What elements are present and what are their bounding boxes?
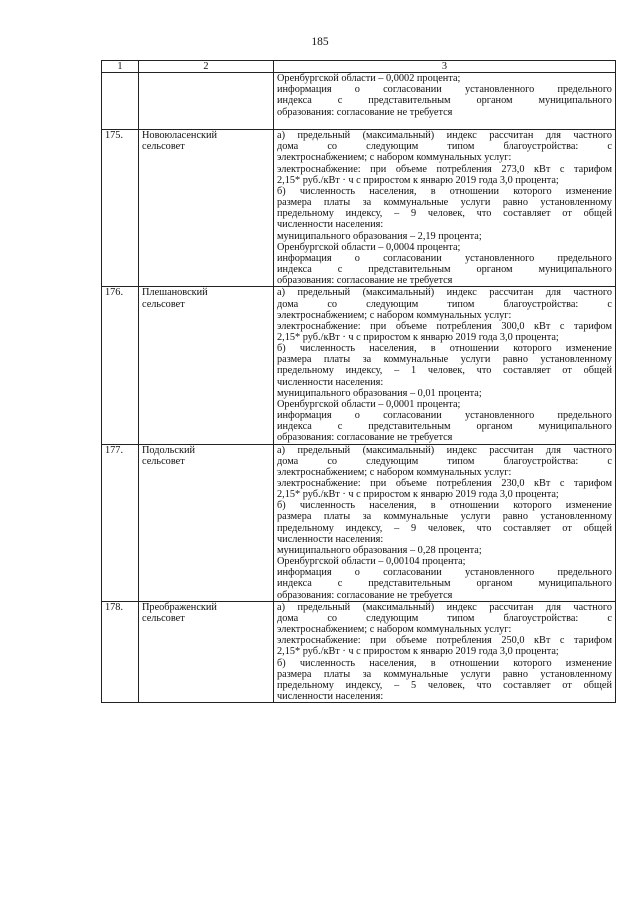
text-line: электроснабжением; с набором коммунальных услуг: bbox=[277, 466, 512, 478]
word: представительным bbox=[368, 264, 451, 276]
row-name-cell bbox=[139, 287, 274, 444]
text-line: электроснабжение: при объеме потребления 230,0 кВт с тарифом bbox=[277, 478, 612, 489]
word: представительным bbox=[368, 421, 451, 433]
word: типом bbox=[447, 141, 475, 153]
text-line: электроснабжением; с набором коммунальных услуг: bbox=[277, 624, 512, 636]
page-number: 185 bbox=[311, 36, 329, 48]
text-line: предельному индексу, – 5 человек, что составляет от общей bbox=[277, 679, 612, 691]
word: информация bbox=[277, 84, 332, 96]
table-row bbox=[102, 444, 616, 601]
text-line: численности населения: bbox=[277, 376, 384, 388]
word: индекса bbox=[277, 421, 312, 433]
word: представительным bbox=[368, 578, 451, 590]
text-line: Оренбургской области – 0,00104 процента; bbox=[277, 556, 466, 568]
word: с bbox=[337, 95, 343, 107]
text-line: размера платы за коммунальные услуги равно установленному bbox=[277, 668, 612, 680]
word: типом bbox=[447, 455, 475, 467]
column-header: 1 bbox=[102, 61, 139, 73]
text-line: предельному индексу, – 9 человек, что составляет от общей bbox=[277, 522, 612, 534]
word: предельного bbox=[557, 252, 612, 264]
word: согласовании bbox=[383, 410, 442, 422]
word: муниципального bbox=[538, 95, 612, 107]
text-line: образования: согласование не требуется bbox=[277, 432, 453, 444]
row-content-cell bbox=[274, 130, 616, 287]
word: информация bbox=[277, 252, 332, 264]
word: предельного bbox=[557, 410, 612, 422]
text-line: муниципального образования – 2,19 процента; bbox=[277, 230, 482, 242]
word: органом bbox=[476, 264, 513, 276]
text-line: 2,15* руб./кВт · ч с приростом к январю 2019 года 3,0 процента; bbox=[277, 174, 559, 186]
row-number-cell: 176. bbox=[102, 287, 139, 444]
word: муниципального bbox=[538, 264, 612, 276]
text-line: размера платы за коммунальные услуги равно установленному bbox=[277, 511, 612, 523]
word: типом bbox=[447, 612, 475, 624]
word: благоустройства: bbox=[503, 298, 579, 310]
text-line: 2,15* руб./кВт · ч с приростом к январю 2019 года 3,0 процента; bbox=[277, 646, 559, 658]
row-content-cell bbox=[274, 601, 616, 702]
text-line: электроснабжение: при объеме потребления 250,0 кВт с тарифом bbox=[277, 635, 612, 647]
word: установленного bbox=[464, 252, 535, 264]
word: предельного bbox=[557, 84, 612, 96]
word: с bbox=[607, 141, 612, 153]
text-line: электроснабжение: при объеме потребления 273,0 кВт с тарифом bbox=[277, 163, 612, 175]
word: со bbox=[327, 455, 338, 467]
word: благоустройства: bbox=[503, 455, 579, 467]
text-line: предельному индексу, – 1 человек, что составляет от общей bbox=[277, 365, 612, 377]
word: с bbox=[607, 612, 612, 624]
justified-text-line bbox=[277, 141, 612, 152]
row-number-cell: 177. bbox=[102, 444, 139, 601]
word: органом bbox=[476, 578, 513, 590]
word: следующим bbox=[366, 455, 419, 467]
text-line: б) численность населения, в отношении которого изменение bbox=[277, 500, 612, 512]
text-line: образования: согласование не требуется bbox=[277, 106, 453, 118]
word: предельного bbox=[557, 567, 612, 579]
word: установленного bbox=[464, 84, 535, 96]
justified-text-line bbox=[277, 578, 612, 589]
justified-text-line bbox=[277, 299, 612, 310]
word: с bbox=[337, 421, 343, 433]
row-number-cell: 175. bbox=[102, 130, 139, 287]
text-line: а) предельный (максимальный) индекс рассчитан для частного bbox=[277, 287, 612, 299]
text-line: б) численность населения, в отношении которого изменение bbox=[277, 343, 612, 355]
row-content-cell bbox=[274, 444, 616, 601]
row-content-cell bbox=[274, 287, 616, 444]
word: согласовании bbox=[383, 84, 442, 96]
word: о bbox=[354, 410, 360, 422]
text-line: Оренбургской области – 0,0002 процента; bbox=[277, 73, 461, 85]
table-row bbox=[102, 601, 616, 702]
row-name-cell bbox=[139, 73, 274, 130]
text-line: 2,15* руб./кВт · ч с приростом к январю 2019 года 3,0 процента; bbox=[277, 489, 559, 501]
word: органом bbox=[476, 95, 513, 107]
justified-text-line bbox=[277, 421, 612, 432]
justified-text-line bbox=[277, 95, 612, 106]
word: представительным bbox=[368, 95, 451, 107]
text-line: размера платы за коммунальные услуги равно установленному bbox=[277, 354, 612, 366]
word: информация bbox=[277, 567, 332, 579]
justified-text-line bbox=[277, 253, 612, 264]
text-line: электроснабжением; с набором коммунальных услуг: bbox=[277, 309, 512, 321]
municipality-name-line: Подольский bbox=[142, 444, 195, 456]
text-line: а) предельный (максимальный) индекс рассчитан для частного bbox=[277, 444, 612, 456]
column-header: 3 bbox=[274, 61, 616, 73]
word: дома bbox=[277, 612, 299, 624]
word: согласовании bbox=[383, 252, 442, 264]
word: индекса bbox=[277, 95, 312, 107]
word: индекса bbox=[277, 264, 312, 276]
word: дома bbox=[277, 298, 299, 310]
table-body bbox=[102, 73, 616, 703]
row-name-cell bbox=[139, 130, 274, 287]
text-line: численности населения: bbox=[277, 219, 384, 231]
text-line: предельному индексу, – 9 человек, что составляет от общей bbox=[277, 208, 612, 220]
table-row bbox=[102, 287, 616, 444]
word: со bbox=[327, 298, 338, 310]
text-line: муниципального образования – 0,28 процента; bbox=[277, 544, 482, 556]
word: индекса bbox=[277, 578, 312, 590]
word: о bbox=[354, 252, 360, 264]
word: с bbox=[607, 455, 612, 467]
row-content-cell bbox=[274, 73, 616, 130]
word: следующим bbox=[366, 612, 419, 624]
text-line: 2,15* руб./кВт · ч с приростом к январю 2019 года 3,0 процента; bbox=[277, 331, 559, 343]
word: следующим bbox=[366, 141, 419, 153]
word: информация bbox=[277, 410, 332, 422]
word: с bbox=[607, 298, 612, 310]
text-line: Оренбургской области – 0,0004 процента; bbox=[277, 241, 461, 253]
table-row bbox=[102, 130, 616, 287]
word: со bbox=[327, 612, 338, 624]
word: благоустройства: bbox=[503, 141, 579, 153]
word: установленного bbox=[464, 410, 535, 422]
text-line: размера платы за коммунальные услуги равно установленному bbox=[277, 197, 612, 209]
municipality-name-line: сельсовет bbox=[142, 455, 185, 467]
word: со bbox=[327, 141, 338, 153]
row-number-cell: 178. bbox=[102, 601, 139, 702]
municipality-name-line: Плешановский bbox=[142, 287, 208, 299]
row-name-cell bbox=[139, 444, 274, 601]
table-row-continuation bbox=[102, 73, 616, 130]
justified-text-line bbox=[277, 456, 612, 467]
word: органом bbox=[476, 421, 513, 433]
row-name-cell bbox=[139, 601, 274, 702]
text-line: б) численность населения, в отношении которого изменение bbox=[277, 185, 612, 197]
data-table bbox=[101, 60, 616, 703]
text-line: а) предельный (максимальный) индекс рассчитан для частного bbox=[277, 130, 612, 142]
word: муниципального bbox=[538, 421, 612, 433]
word: типом bbox=[447, 298, 475, 310]
municipality-name-line: сельсовет bbox=[142, 141, 185, 153]
text-line: численности населения: bbox=[277, 690, 384, 702]
text-line: образования: согласование не требуется bbox=[277, 275, 453, 287]
text-line: электроснабжение: при объеме потребления 300,0 кВт с тарифом bbox=[277, 320, 612, 332]
text-line: б) численность населения, в отношении которого изменение bbox=[277, 657, 612, 669]
word: следующим bbox=[366, 298, 419, 310]
text-line: численности населения: bbox=[277, 533, 384, 545]
text-line: муниципального образования – 0,01 процента; bbox=[277, 387, 482, 399]
municipality-name-line: сельсовет bbox=[142, 612, 185, 624]
text-line: Оренбургской области – 0,0001 процента; bbox=[277, 398, 461, 410]
row-number-cell bbox=[102, 73, 139, 130]
justified-text-line bbox=[277, 410, 612, 421]
word: о bbox=[354, 84, 360, 96]
text-line: образования: согласование не требуется bbox=[277, 589, 453, 601]
word: муниципального bbox=[538, 578, 612, 590]
word: согласовании bbox=[383, 567, 442, 579]
justified-text-line bbox=[277, 84, 612, 95]
word: с bbox=[337, 264, 343, 276]
text-line: электроснабжением; с набором коммунальных услуг: bbox=[277, 152, 512, 164]
justified-text-line bbox=[277, 613, 612, 624]
word: с bbox=[337, 578, 343, 590]
text-line: а) предельный (максимальный) индекс рассчитан для частного bbox=[277, 601, 612, 613]
municipality-name-line: Преображенский bbox=[142, 601, 217, 613]
table-header-row bbox=[102, 61, 616, 73]
municipality-name-line: Новоюласенский bbox=[142, 130, 218, 142]
column-header: 2 bbox=[139, 61, 274, 73]
justified-text-line bbox=[277, 264, 612, 275]
word: о bbox=[354, 567, 360, 579]
word: дома bbox=[277, 455, 299, 467]
word: дома bbox=[277, 141, 299, 153]
word: благоустройства: bbox=[503, 612, 579, 624]
municipality-name-line: сельсовет bbox=[142, 298, 185, 310]
word: установленного bbox=[464, 567, 535, 579]
justified-text-line bbox=[277, 567, 612, 578]
